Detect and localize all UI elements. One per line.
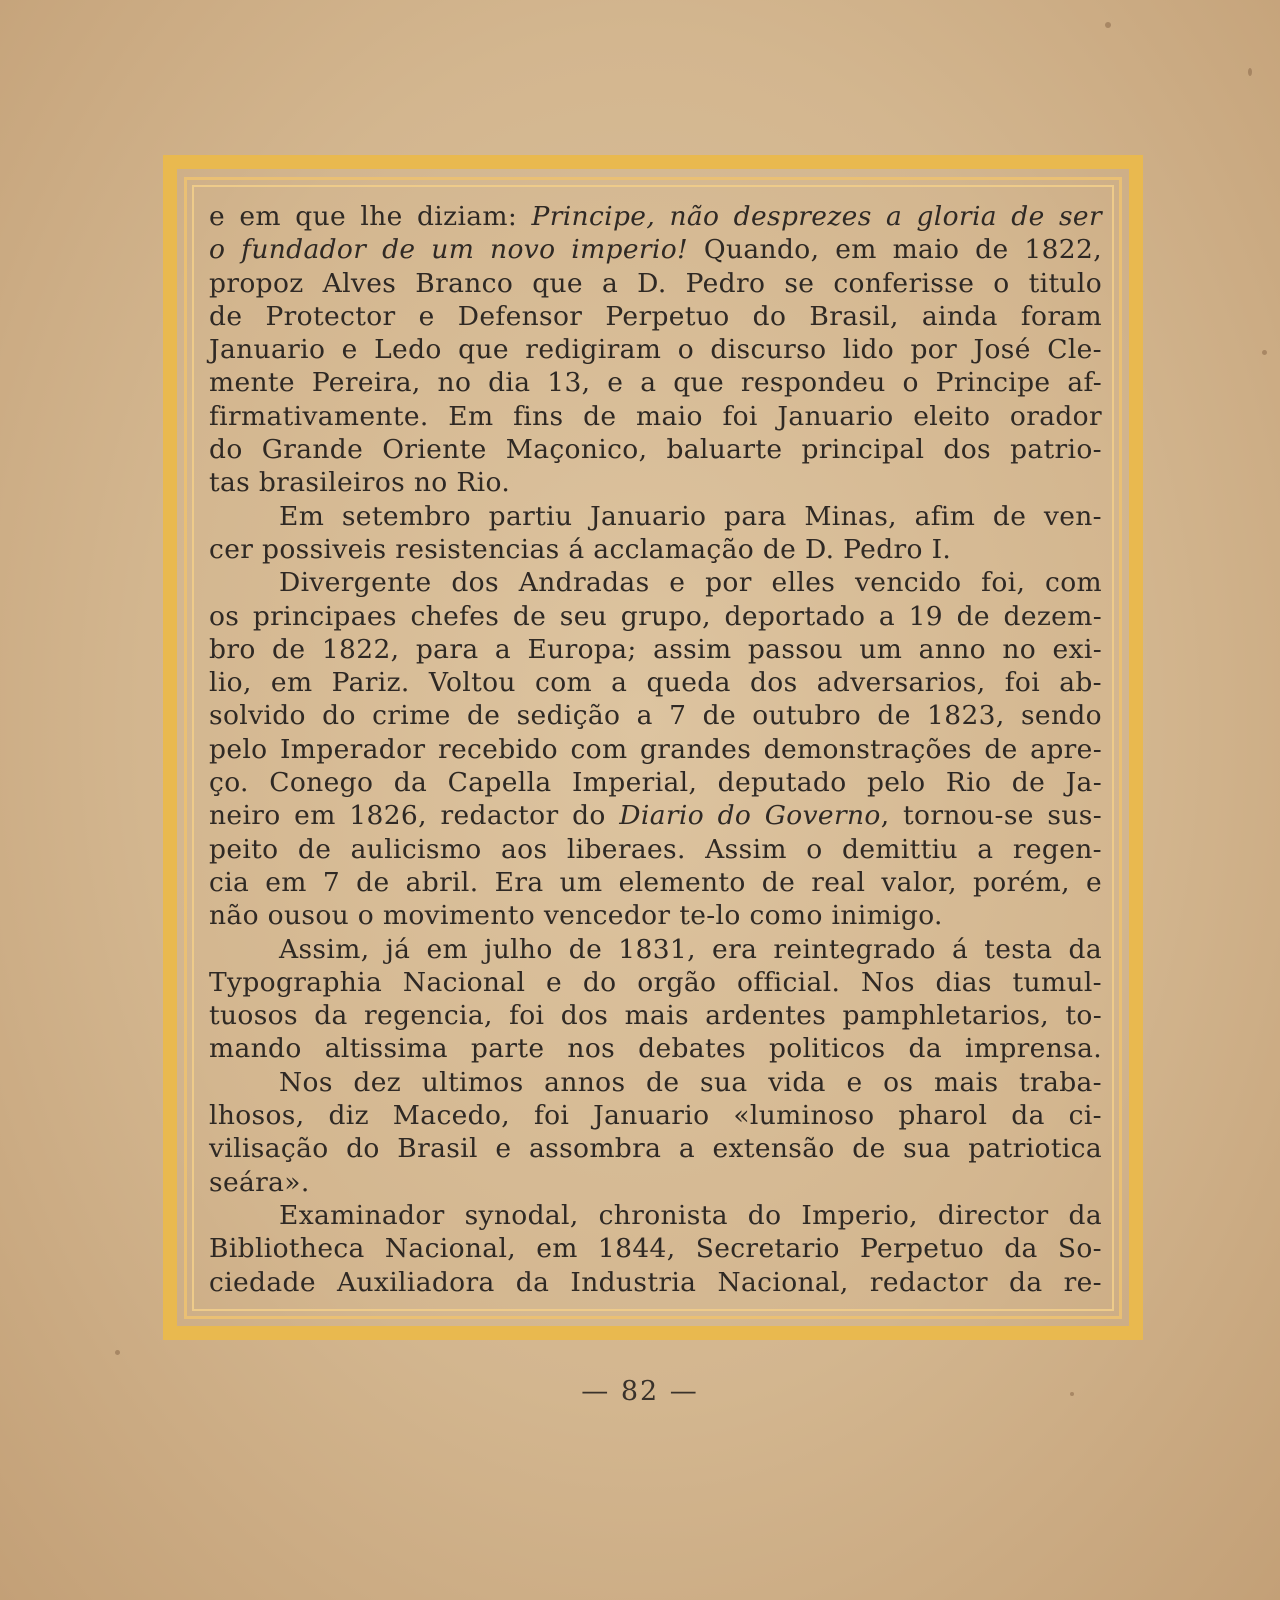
text-segment: Bibliotheca Nacional, em 1844, Secretario Perpetuo da So- [209,1233,1102,1265]
text-segment: e em que lhe diziam: [209,201,532,232]
text-line [209,899,1102,932]
text-line [209,733,1102,766]
text-segment: mente Pereira, no dia 13, e a que respondeu o Principe af- [209,367,1102,399]
italic-text: Principe, não desprezes a gloria de ser [531,201,1102,232]
text-line [209,1266,1102,1299]
text-line [209,666,1102,699]
text-segment: mando altissima parte nos debates politicos da imprensa. [209,1033,1102,1065]
text-segment: cer possiveis resistencias á acclamação de D. Pedro I. [209,533,952,565]
text-line [209,699,1102,732]
paper-speck [115,1350,120,1355]
text-line [209,933,1102,966]
text-line [209,866,1102,899]
text-segment: Quando, em maio de 1822, [688,234,1102,266]
text-line [209,1066,1102,1099]
text-line [209,1032,1102,1065]
text-line [209,333,1102,366]
paper-speck [1248,68,1252,76]
text-line [209,466,1102,499]
text-segment: bro de 1822, para a Europa; assim passou um anno no exi- [209,633,1102,665]
text-line [209,966,1102,999]
text-segment: lio, em Pariz. Voltou com a queda dos adversarios, foi ab- [209,667,1102,699]
text-segment: Assim, já em julho de 1831, era reintegrado á testa da [279,933,1102,965]
text-line [209,533,1102,566]
text-line [209,500,1102,533]
text-segment: Divergente dos Andradas e por elles vencido foi, com [279,567,1102,599]
text-segment: Em setembro partiu Januario para Minas, afim de ven- [279,500,1102,532]
text-segment: Examinador synodal, chronista do Imperio, director da [279,1199,1102,1231]
text-line [209,799,1102,832]
text-segment: neiro em 1826, redactor do [209,800,620,832]
text-segment: ço. Conego da Capella Imperial, deputado pelo Rio de Ja- [209,767,1102,799]
italic-text: Diario do Governo [619,800,881,832]
text-line [209,267,1102,300]
text-line [209,1099,1102,1132]
text-line [209,366,1102,399]
text-segment: os principaes chefes de seu grupo, deportado a 19 de dezem- [209,600,1102,632]
text-line [209,400,1102,433]
text-line [209,1232,1102,1265]
text-line [209,233,1102,266]
text-segment: pelo Imperador recebido com grandes demonstrações de apre- [209,733,1102,765]
italic-text: o fundador de um novo imperio! [209,234,689,266]
paper-speck [1105,22,1111,28]
text-line [209,300,1102,333]
text-segment: tas brasileiros no Rio. [209,467,511,499]
page-number: — 82 — [581,1376,699,1407]
text-segment: solvido do crime de sedição a 7 de outubro de 1823, sendo [209,700,1102,732]
text-segment: cia em 7 de abril. Era um elemento de real valor, porém, e [209,866,1102,898]
text-line [209,833,1102,866]
text-segment: não ousou o movimento vencedor te-lo como inimigo. [209,900,943,932]
text-segment: tuosos da regencia, foi dos mais ardentes pamphletarios, to- [209,1000,1102,1032]
text-line [209,433,1102,466]
text-line [209,566,1102,599]
text-segment: firmativamente. Em fins de maio foi Januario eleito orador [209,400,1102,432]
paper-speck [1070,1392,1074,1396]
text-segment: vilisação do Brasil e assombra a extensão de sua patriotica [209,1133,1102,1165]
text-segment: Januario e Ledo que redigiram o discurso lido por José Cle- [209,334,1102,366]
text-segment: ciedade Auxiliadora da Industria Nacional, redactor da re- [209,1266,1102,1298]
text-line [209,999,1102,1032]
paper-speck [1262,350,1267,355]
text-line [209,600,1102,633]
text-line [209,633,1102,666]
text-segment: peito de aulicismo aos liberaes. Assim o demittiu a regen- [209,833,1102,865]
text-segment: de Protector e Defensor Perpetuo do Brasil, ainda foram [209,300,1102,332]
text-segment: Nos dez ultimos annos de sua vida e os mais traba- [279,1066,1102,1098]
text-segment: lhosos, diz Macedo, foi Januario «luminoso pharol da ci- [209,1100,1102,1132]
text-segment: do Grande Oriente Maçonico, baluarte principal dos patrio- [209,434,1102,466]
text-line [209,200,1102,233]
text-line [209,1199,1102,1232]
text-segment: Typographia Nacional e do orgão official. Nos dias tumul- [209,966,1102,998]
text-line [209,1166,1102,1199]
text-segment: , tornou-se sus- [880,800,1103,832]
text-line [209,766,1102,799]
text-line [209,1132,1102,1165]
body-text [209,200,1102,1299]
text-segment: seára». [209,1166,310,1198]
text-segment: propoz Alves Branco que a D. Pedro se conferisse o titulo [209,267,1102,299]
